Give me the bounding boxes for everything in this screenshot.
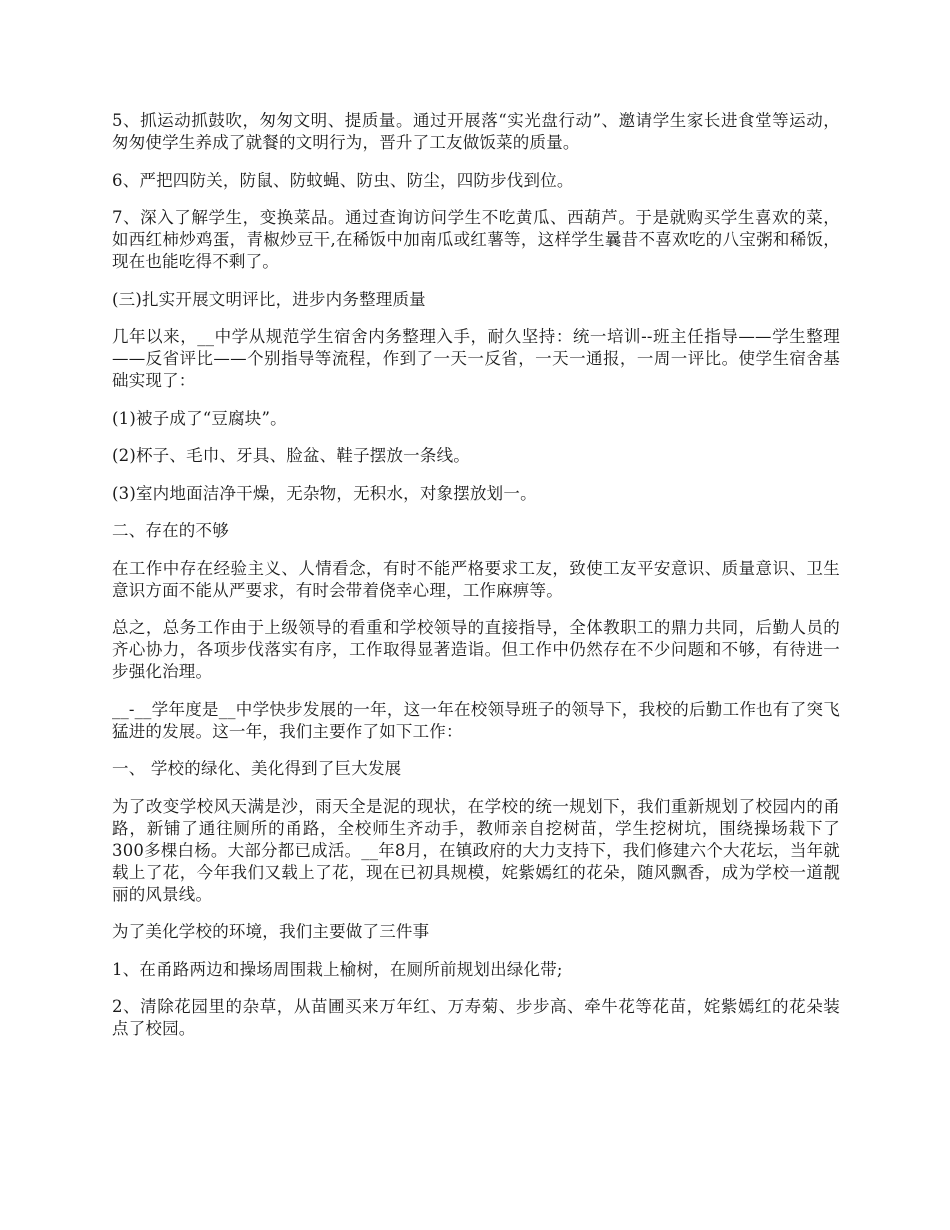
section-heading-shortcomings: 二、存在的不够 (112, 521, 229, 540)
section-heading-greening: 一、 学校的绿化、美化得到了巨大发展 (112, 759, 402, 778)
paragraph-canteen-civility: 5、抓运动抓鼓吹，匆匆文明、提质量。通过开展落“实光盘行动”、邀请学生家长进食堂等运动，匆匆使学生养成了就餐的文明行为，晋升了工友做饭菜的质量。 (112, 111, 840, 152)
paragraph-menu-changes: 7、深入了解学生，变换菜品。通过查询访问学生不吃黄瓜、西葫芦。于是就购买学生喜欢的菜，如西红柿炒鸡蛋，青椒炒豆干,在稀饭中加南瓜或红薯等，这样学生曩昔不喜欢吃的八宝粥和稀饭，现在也能吃得不剩了。 (112, 208, 840, 271)
list-item-elm-trees: 1、在甬路两边和操场周围栽上榆树，在厕所前规划出绿化带; (112, 959, 563, 979)
list-item-flower-garden: 2、清除花园里的杂草，从苗圃买来万年红、万寿菊、步步高、牵牛花等花苗，姹紫嫣红的花朵装点了校园。 (112, 997, 840, 1038)
paragraph-greening-details: 为了改变学校风天满是沙，雨天全是泥的现状，在学校的统一规划下，我们重新规划了校园内的甬路，新铺了通往厕所的甬路，全校师生齐动手，教师亲自挖树苗，学生挖树坑，围绕操场栽下了300多棵白杨。大部分都已成活。__年8月，在镇政府的大力支持下，我们修建六个大花坛，当年就载上了花，今年我们又载上了花，现在已初具规模，姹紫嫣红的花朵，随风飘香，成为学校一道靓丽的风景线。 (112, 796, 840, 904)
section-heading-dorm-evaluation: (三)扎实开展文明评比，进步内务整理质量 (112, 289, 426, 309)
paragraph-shortcomings: 在工作中存在经验主义、人情看念，有时不能严格要求工友，致使工友平安意识、质量意识、卫生意识方面不能从严要求，有时会带着侥幸心理，工作麻痹等。 (112, 558, 840, 600)
paragraph-summary: 总之，总务工作由于上级领导的看重和学校领导的直接指导，全体教职工的鼎力共同，后勤人员的齐心协力，各项步伐落实有序，工作取得显著造诣。但工作中仍然存在不少问题和不够，有待进一步强化治理。 (112, 618, 840, 681)
list-item-floor: (3)室内地面洁净干燥，无杂物，无积水，对象摆放划一。 (112, 483, 537, 503)
list-item-quilts: (1)被子成了“豆腐块”。 (112, 408, 287, 428)
paragraph-school-year-intro: __-__学年度是__中学快步发展的一年，这一年在校领导班子的领导下，我校的后勤工作也有了突飞猛进的发展。这一年，我们主要作了如下工作： (112, 699, 840, 741)
paragraph-dorm-process: 几年以来，__中学从规范学生宿舍内务整理入手，耐久坚持：统一培训--班主任指导——学生整理——反省评比——个别指导等流程，作到了一天一反省，一天一通报，一周一评比。使学生宿舍基础实现了： (112, 327, 840, 390)
list-item-toiletries: (2)杯子、毛巾、牙具、脸盆、鞋子摆放一条线。 (112, 446, 470, 465)
document-page (112, 110, 840, 1056)
paragraph-three-things: 为了美化学校的环境，我们主要做了三件事 (112, 922, 430, 941)
paragraph-four-preventions: 6、严把四防关，防鼠、防蚊蝇、防虫、防尘，四防步伐到位。 (112, 170, 574, 190)
